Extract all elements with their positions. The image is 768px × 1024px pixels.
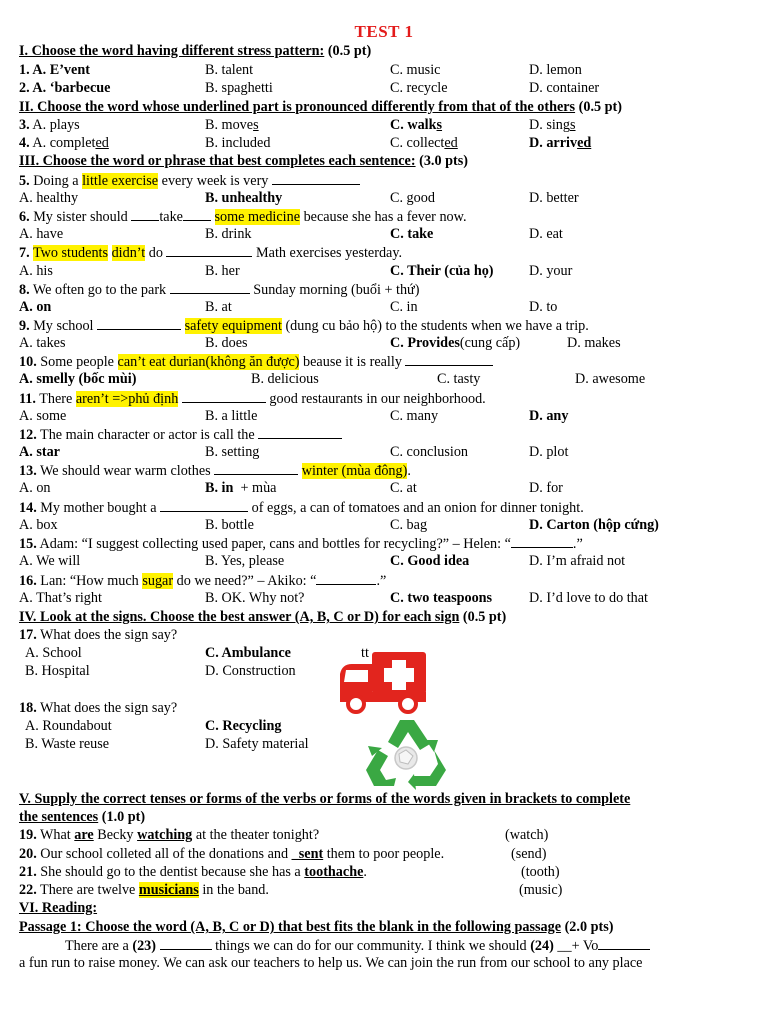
option-6d[interactable]: D. eat [529,226,563,242]
question-20: 20. Our school colleted all of the donations and _sent them to poor people. (send) [19,846,547,862]
handwritten-note: tt [361,645,369,661]
option-12c[interactable]: C. conclusion [390,444,469,460]
option-3b[interactable]: B. moves [205,117,259,133]
ambulance-icon [340,652,426,712]
question-8: 8. We often go to the park Sunday morning (buổi + thứ) [19,282,420,298]
option-7a[interactable]: A. his [19,263,53,279]
options-14 [19,516,764,534]
option-6b[interactable]: B. drink [205,226,252,242]
option-14a[interactable]: A. box [19,517,58,533]
option-2b[interactable]: B. spaghetti [205,80,273,96]
option-5d[interactable]: D. better [529,190,579,206]
option-17a[interactable]: A. School [25,645,82,661]
options-9 [19,334,764,352]
option-11a[interactable]: A. some [19,408,67,424]
word-hint: (music) [519,882,563,898]
option-6c[interactable]: C. take [390,226,434,242]
option-14d[interactable]: D. Carton (hộp cứng) [529,517,659,533]
option-3d[interactable]: D. sings [529,117,576,133]
option-2c[interactable]: C. recycle [390,80,448,96]
option-5c[interactable]: C. good [390,190,435,206]
question-16: 16. Lan: “How much sugar do we need?” – Akiko: “ .” [19,573,387,589]
option-3c[interactable]: C. walks [390,117,443,133]
section-2-heading: II. Choose the word whose underlined part is pronounced differently from that of the others (0.5 pt) [19,99,622,115]
question-15: 15. Adam: “I suggest collecting used paper, cans and bottles for recycling?” – Helen: “ .” [19,536,583,552]
question-22: 22. There are twelve musicians in the band. (music) [19,882,563,898]
option-4c[interactable]: C. collected [390,135,458,151]
option-18d[interactable]: D. Safety material [205,736,309,752]
option-13a[interactable]: A. on [19,480,51,496]
option-14b[interactable]: B. bottle [205,517,254,533]
option-4a[interactable]: A. completed [32,135,109,151]
options-16 [19,589,764,607]
option-3a[interactable]: A. plays [32,117,80,133]
option-6a[interactable]: A. have [19,226,64,242]
question-11: 11. There aren’t =>phủ định good restaurants in our neighborhood. [19,391,486,407]
question-3: 3. A. plays B. moves C. walks D. sings [19,117,576,133]
answer-blank[interactable] [598,936,650,950]
answer-blank[interactable] [182,389,266,403]
question-6: 6. My sister should take some medicine because she has a fever now. [19,209,467,225]
question-14: 14. My mother bought a of eggs, a can of tomatoes and an onion for dinner tonight. [19,500,584,516]
option-15d[interactable]: D. I’m afraid not [529,553,626,569]
answer-blank[interactable] [160,936,212,950]
answer-blank[interactable] [214,461,298,475]
passage-line-1: There are a (23) things we can do for our community. I think we should (24) __+ Vo [19,936,764,954]
option-9a[interactable]: A. takes [19,335,66,351]
question-7: 7. Two students didn’t do Math exercises yesterday. [19,245,403,261]
section-3-heading: III. Choose the word or phrase that best completes each sentence: (3.0 pts) [19,153,468,169]
option-16d[interactable]: D. I’d love to do that [529,590,648,606]
option-10b[interactable]: B. delicious [251,371,319,387]
option-17d[interactable]: D. Construction [205,663,296,679]
verb-hint: (send) [511,846,547,862]
answer-blank[interactable] [183,207,211,221]
question-1: 1. A. E’vent B. talent C. music D. lemon [19,62,582,78]
option-1c[interactable]: C. music [390,62,441,78]
option-8b[interactable]: B. at [205,299,232,315]
section-6-heading: VI. Reading: [19,900,98,916]
option-12d[interactable]: D. plot [529,444,569,460]
option-7c[interactable]: C. Their (của họ) [390,263,494,279]
option-10a[interactable]: A. smelly (bốc mùi) [19,371,137,387]
word-hint: (tooth) [521,864,560,880]
option-8c[interactable]: C. in [390,299,418,315]
question-5: 5. Doing a little exercise every week is very [19,171,764,189]
answer-blank[interactable] [511,534,573,548]
option-7b[interactable]: B. her [205,263,240,279]
recycling-icon [366,720,446,790]
option-17b[interactable]: B. Hospital [25,663,90,679]
option-8d[interactable]: D. to [529,299,558,315]
question-13: 13. We should wear warm clothes winter (mùa đông). [19,463,411,479]
option-12b[interactable]: B. setting [205,444,260,460]
option-2d[interactable]: D. container [529,80,600,96]
section-1-heading: I. Choose the word having different stress pattern: (0.5 pt) [19,43,372,59]
options-13 [19,479,764,497]
answer-blank[interactable] [272,171,360,185]
option-13b[interactable]: B. in + mùa [205,480,277,496]
question-2: 2. A. ‘barbecue B. spaghetti C. recycle D. container [19,80,600,96]
option-5b[interactable]: B. unhealthy [205,190,283,206]
section-5-heading-line2: the sentences (1.0 pt) [19,809,146,825]
answer-blank[interactable]: _sent [291,846,324,862]
option-4b[interactable]: B. included [205,135,271,151]
answer-blank[interactable] [97,316,181,330]
question-10: 10. Some people can’t eat durian(không ăn được) beause it is really [19,352,764,370]
options-10 [19,370,764,388]
option-10d[interactable]: D. awesome [575,371,646,387]
option-7d[interactable]: D. your [529,263,573,279]
answer-blank[interactable] [160,498,248,512]
options-8 [19,298,764,316]
option-9d[interactable]: D. makes [567,335,621,351]
page-title: TEST 1 [354,22,414,41]
option-15a[interactable]: A. We will [19,553,81,569]
option-16b[interactable]: B. OK. Why not? [205,590,305,606]
option-15c[interactable]: C. Good idea [390,553,470,569]
verb-hint: (watch) [505,827,549,843]
option-11c[interactable]: C. many [390,408,439,424]
option-1b[interactable]: B. talent [205,62,254,78]
option-18a[interactable]: A. Roundabout [25,718,112,734]
section-5-heading-line1: V. Supply the correct tenses or forms of the verbs or forms of the words given in brackets to complete [19,791,631,807]
option-17c[interactable]: C. Ambulance [205,645,291,661]
answer-blank[interactable] [170,280,250,294]
answer-blank[interactable] [258,425,342,439]
option-11b[interactable]: B. a little [205,408,258,424]
option-1d[interactable]: D. lemon [529,62,582,78]
answer-blank[interactable] [131,207,159,221]
option-13c[interactable]: C. at [390,480,417,496]
options-15 [19,552,764,570]
answer-blank[interactable] [405,352,493,366]
answer-blank[interactable]: toothache [304,864,364,880]
question-12: 12. The main character or actor is call the [19,425,764,443]
option-15b[interactable]: B. Yes, please [205,553,285,569]
answer-blank[interactable] [166,243,252,257]
option-1a[interactable]: A. E’vent [32,62,90,78]
passage-line-2: a fun run to raise money. We can ask our teachers to help us. We can join the run from our school to any place [19,955,643,971]
section-4-heading: IV. Look at the signs. Choose the best answer (A, B, C or D) for each sign (0.5 pt) [19,609,507,625]
options-6 [19,225,764,243]
option-13d[interactable]: D. for [529,480,563,496]
answer-blank[interactable] [316,571,376,585]
question-17: 17. What does the sign say? [19,627,178,643]
passage-1-heading: Passage 1: Choose the word (A, B, C or D) that best fits the blank in the following passage (2.0 pts) [19,919,614,935]
option-4d[interactable]: D. arrived [529,135,592,151]
question-18: 18. What does the sign say? [19,700,178,716]
option-12a[interactable]: A. star [19,444,60,460]
option-16a[interactable]: A. That’s right [19,590,102,606]
sign-images [334,640,474,790]
option-5a[interactable]: A. healthy [19,190,79,206]
answer-blank[interactable]: musicians [138,882,199,898]
option-18c[interactable]: C. Recycling [205,718,282,734]
option-14c[interactable]: C. bag [390,517,428,533]
option-9b[interactable]: B. does [205,335,248,351]
option-11d[interactable]: D. any [529,408,569,424]
option-9c[interactable]: C. Provides(cung cấp) [390,335,521,351]
option-16c[interactable]: C. two teaspoons [390,590,493,606]
question-9: 9. My school safety equipment (dung cu bảo hộ) to the students when we have a trip. [19,318,589,334]
option-2a[interactable]: A. ‘barbecue [32,80,111,96]
option-10c[interactable]: C. tasty [437,371,481,387]
options-5 [19,189,764,207]
option-8a[interactable]: A. on [19,299,52,315]
question-19: 19. What are Becky watching at the theater tonight? (watch) [19,827,549,843]
question-21: 21. She should go to the dentist because she has a toothache. (tooth) [19,864,560,880]
option-18b[interactable]: B. Waste reuse [25,736,110,752]
options-12 [19,443,764,461]
options-11 [19,407,764,425]
options-7 [19,262,764,280]
answer-blank[interactable]: watching [137,827,193,843]
question-4: 4. A. completed B. included C. collected D. arrived [19,135,592,151]
answer-blank[interactable]: are [74,827,94,843]
